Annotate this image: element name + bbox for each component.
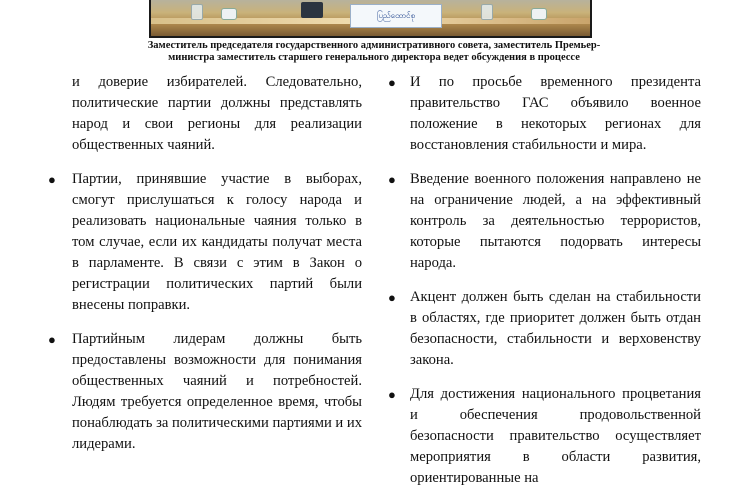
bullet-item bbox=[380, 287, 750, 371]
bullet-item bbox=[380, 72, 750, 156]
left-column bbox=[0, 72, 366, 455]
bullet-icon: ● bbox=[388, 387, 396, 402]
microphone-base bbox=[301, 2, 323, 18]
bullet-item bbox=[0, 169, 366, 316]
bullet-text: Для достижения национального процветания и обеспечения продовольственной безопасности правительство осуществляет мероприятия в области развития, ориентированные на bbox=[410, 386, 701, 486]
bullet-text: Акцент должен быть сделан на стабильности в областях, где приоритет должен быть отдан безопасности, стабильности и верховенству закона. bbox=[410, 289, 701, 368]
water-glass bbox=[481, 4, 493, 20]
bullet-icon: ● bbox=[388, 290, 396, 305]
photo-caption bbox=[100, 40, 648, 64]
bullet-icon: ● bbox=[388, 172, 396, 187]
water-glass bbox=[191, 4, 203, 20]
meeting-photo bbox=[149, 0, 592, 38]
caption-line: Заместитель председателя государственного административного совета, заместитель Премьер- bbox=[147, 40, 601, 51]
bullet-item bbox=[380, 384, 750, 489]
bullet-icon: ● bbox=[48, 172, 56, 187]
bullet-text: Партии, принявшие участие в выборах, смогут прислушаться к голосу народа и реализовать национальные чаяния только в том случае, если их кандидаты получат места в парламенте. В связи с этим в Закон о регистрации политических партий были внесены поправки. bbox=[72, 171, 362, 313]
bullet-icon: ● bbox=[48, 332, 56, 347]
right-column bbox=[380, 72, 750, 489]
bullet-text: Введение военного положения направлено не на ограничение людей, а на эффективный контроль за деятельностью террористов, которые пытаются подорвать интересы народа. bbox=[410, 171, 701, 271]
bullet-icon: ● bbox=[388, 75, 396, 90]
bullet-text: Партийным лидерам должны быть предоставлены возможности для понимания общественных чаяний и потребностей. Людям требуется определенное время, чтобы понаблюдать за политическими партиями и их лидерами. bbox=[72, 331, 362, 452]
caption-line: министра заместитель старшего генерального директора ведет обсуждения в процессе bbox=[168, 52, 580, 63]
paragraph-continuation: и доверие избирателей. Следовательно, политические партии должны представлять народ и свои регионы для реализации общественных чаяний. bbox=[72, 74, 362, 153]
tea-cup bbox=[221, 8, 237, 20]
nameplate: ပြည်ထောင်စု bbox=[350, 4, 442, 28]
tea-cup bbox=[531, 8, 547, 20]
bullet-item bbox=[0, 329, 366, 455]
bullet-item bbox=[380, 169, 750, 274]
bullet-text: И по просьбе временного президента правительство ГАС объявило военное положение в некоторых регионах для восстановления стабильности и мира. bbox=[410, 74, 701, 153]
